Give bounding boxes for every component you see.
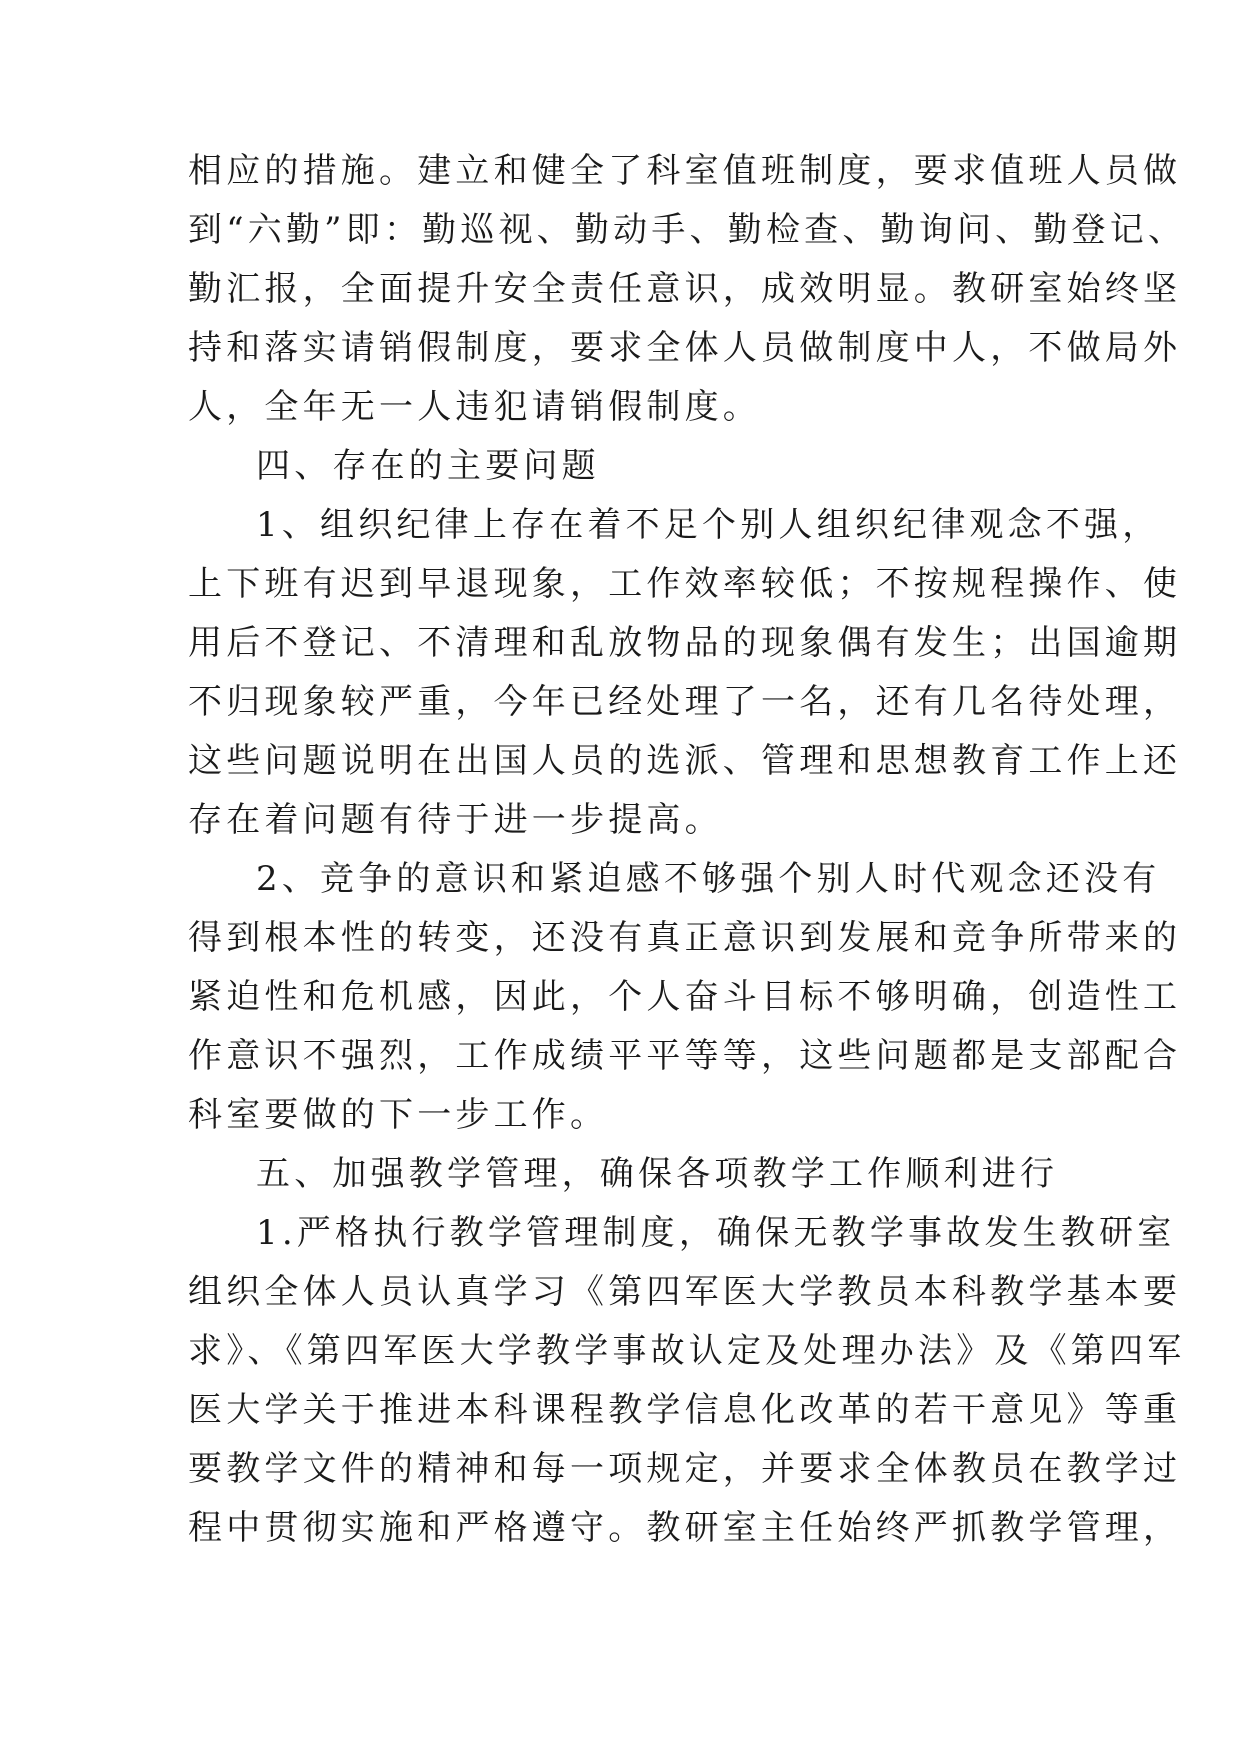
body-text-line: 科室要做的下一步工作。 bbox=[188, 1095, 609, 1135]
body-text-line: 求》、《第四军医大学教学事故认定及处理办法》及《第四军 bbox=[188, 1331, 1186, 1371]
body-text-line: 存在着问题有待于进一步提高。 bbox=[188, 800, 723, 840]
body-text-line: 用后不登记、不清理和乱放物品的现象偶有发生；出国逾期 bbox=[188, 623, 1182, 663]
section-heading: 五、加强教学管理，确保各项教学工作顺利进行 bbox=[256, 1154, 1059, 1194]
body-text-line: 勤汇报，全面提升安全责任意识，成效明显。教研室始终坚 bbox=[188, 269, 1182, 309]
body-text-line: 医大学关于推进本科课程教学信息化改革的若干意见》等重 bbox=[188, 1390, 1182, 1430]
body-text-line: 人，全年无一人违犯请销假制度。 bbox=[188, 387, 761, 427]
paragraph-first-line: 1、组织纪律上存在着不足个别人组织纪律观念不强， bbox=[256, 505, 1161, 545]
body-text-line: 到“六勤”即：勤巡视、勤动手、勤检查、勤询问、勤登记、 bbox=[188, 210, 1187, 250]
body-text-line: 作意识不强烈，工作成绩平平等等，这些问题都是支部配合 bbox=[188, 1036, 1182, 1076]
body-text-line: 不归现象较严重，今年已经处理了一名，还有几名待处理， bbox=[188, 682, 1182, 722]
body-text-line: 这些问题说明在出国人员的选派、管理和思想教育工作上还 bbox=[188, 741, 1182, 781]
body-text-line: 要教学文件的精神和每一项规定，并要求全体教员在教学过 bbox=[188, 1449, 1182, 1489]
body-text-line: 相应的措施。建立和健全了科室值班制度，要求值班人员做 bbox=[188, 151, 1182, 191]
body-text-line: 持和落实请销假制度，要求全体人员做制度中人，不做局外 bbox=[188, 328, 1182, 368]
section-heading: 四、存在的主要问题 bbox=[256, 446, 600, 486]
body-text-line: 上下班有迟到早退现象，工作效率较低；不按规程操作、使 bbox=[188, 564, 1182, 604]
paragraph-first-line: 2、竞争的意识和紧迫感不够强个别人时代观念还没有 bbox=[256, 859, 1161, 899]
body-text-line: 程中贯彻实施和严格遵守。教研室主任始终严抓教学管理， bbox=[188, 1508, 1182, 1548]
body-text-line: 得到根本性的转变，还没有真正意识到发展和竞争所带来的 bbox=[188, 918, 1182, 958]
body-text-line: 组织全体人员认真学习《第四军医大学教员本科教学基本要 bbox=[188, 1272, 1182, 1312]
body-text-line: 紧迫性和危机感，因此，个人奋斗目标不够明确，创造性工 bbox=[188, 977, 1182, 1017]
paragraph-first-line: 1.严格执行教学管理制度，确保无教学事故发生教研室 bbox=[256, 1213, 1176, 1253]
